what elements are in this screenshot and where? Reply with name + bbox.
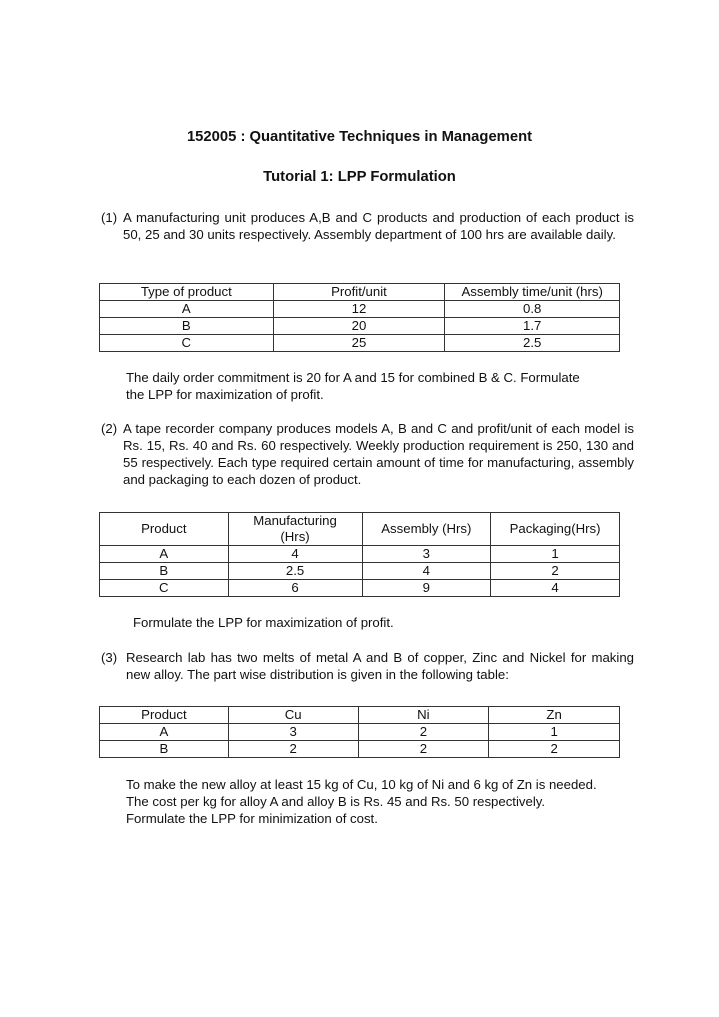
table-row (100, 318, 620, 335)
table-row (100, 724, 620, 741)
table-row (100, 335, 620, 352)
table-cell: C (100, 335, 274, 352)
question-2-text: A tape recorder company produces models A, B and C and profit/unit of each model is Rs. 15, Rs. 40 and Rs. 60 respectively. Weekly production requirement is 250, 130 and 55 respectively. Each type required certain amount of time for manufacturing, assembly and packaging to each dozen of product. (123, 421, 634, 487)
table-cell: 2 (489, 741, 620, 758)
table-header-cell: Type of product (100, 284, 274, 301)
table-cell: 12 (273, 301, 445, 318)
table-header-row (100, 707, 620, 724)
table-cell: 1.7 (445, 318, 620, 335)
table-cell: 25 (273, 335, 445, 352)
table-cell: A (100, 724, 229, 741)
table-cell: 0.8 (445, 301, 620, 318)
table-cell: 2 (491, 563, 620, 580)
table-cell: C (100, 580, 229, 597)
table-cell: 2.5 (445, 335, 620, 352)
table-row (100, 580, 620, 597)
question-2-number: (2) (101, 421, 118, 436)
table-row (100, 563, 620, 580)
table-cell: 4 (228, 546, 362, 563)
table-header-cell: Cu (228, 707, 358, 724)
table-cell: 2 (358, 724, 489, 741)
table-header-cell: Packaging(Hrs) (491, 513, 620, 546)
question-1-number: (1) (101, 210, 118, 225)
question-1-followup-line-1: The daily order commitment is 20 for A and 15 for combined B & C. Formulate (126, 370, 580, 385)
table-cell: 4 (362, 563, 491, 580)
table-header-row (100, 513, 620, 546)
page-subtitle: Tutorial 1: LPP Formulation (263, 169, 456, 185)
table-row (100, 741, 620, 758)
table-cell: 6 (228, 580, 362, 597)
table-row (100, 301, 620, 318)
question-3-followup-line-1: To make the new alloy at least 15 kg of Cu, 10 kg of Ni and 6 kg of Zn is needed. (126, 777, 597, 792)
table-header-cell: Assembly time/unit (hrs) (445, 284, 620, 301)
question-3-followup-line-3: Formulate the LPP for minimization of cost. (126, 811, 378, 826)
table-cell: 4 (491, 580, 620, 597)
question-1-followup-line-2: the LPP for maximization of profit. (126, 387, 324, 402)
table-cell: A (100, 546, 229, 563)
table-cell: 3 (362, 546, 491, 563)
table-header-cell: Zn (489, 707, 620, 724)
table-header-cell: Assembly (Hrs) (362, 513, 491, 546)
table-row (100, 546, 620, 563)
table-cell: 3 (228, 724, 358, 741)
table-header-cell: Product (100, 707, 229, 724)
table-cell: 20 (273, 318, 445, 335)
question-1-text: A manufacturing unit produces A,B and C products and production of each product is 50, 25 and 30 units respectively. Assembly department of 100 hrs are available daily. (123, 210, 634, 242)
table-header-cell: Manufacturing (Hrs) (228, 513, 362, 546)
table-cell: A (100, 301, 274, 318)
table-cell: B (100, 318, 274, 335)
question-1-table (99, 283, 620, 352)
table-header-cell: Ni (358, 707, 489, 724)
table-cell: B (100, 563, 229, 580)
table-header-row (100, 284, 620, 301)
table-cell: 2 (228, 741, 358, 758)
question-3-table (99, 706, 620, 758)
question-3-followup-line-2: The cost per kg for alloy A and alloy B is Rs. 45 and Rs. 50 respectively. (126, 794, 546, 809)
table-cell: 2.5 (228, 563, 362, 580)
question-3-number: (3) (101, 650, 118, 665)
question-2-table (99, 512, 620, 597)
table-cell: B (100, 741, 229, 758)
page-title: 152005 : Quantitative Techniques in Management (186, 129, 533, 145)
table-cell: 1 (489, 724, 620, 741)
table-cell: 2 (358, 741, 489, 758)
question-2-followup-line-1: Formulate the LPP for maximization of profit. (133, 615, 394, 630)
table-cell: 9 (362, 580, 491, 597)
table-header-cell: Product (100, 513, 229, 546)
table-cell: 1 (491, 546, 620, 563)
table-header-cell: Profit/unit (273, 284, 445, 301)
question-3-text: Research lab has two melts of metal A and B of copper, Zinc and Nickel for making new alloy. The part wise distribution is given in the following table: (126, 650, 634, 682)
